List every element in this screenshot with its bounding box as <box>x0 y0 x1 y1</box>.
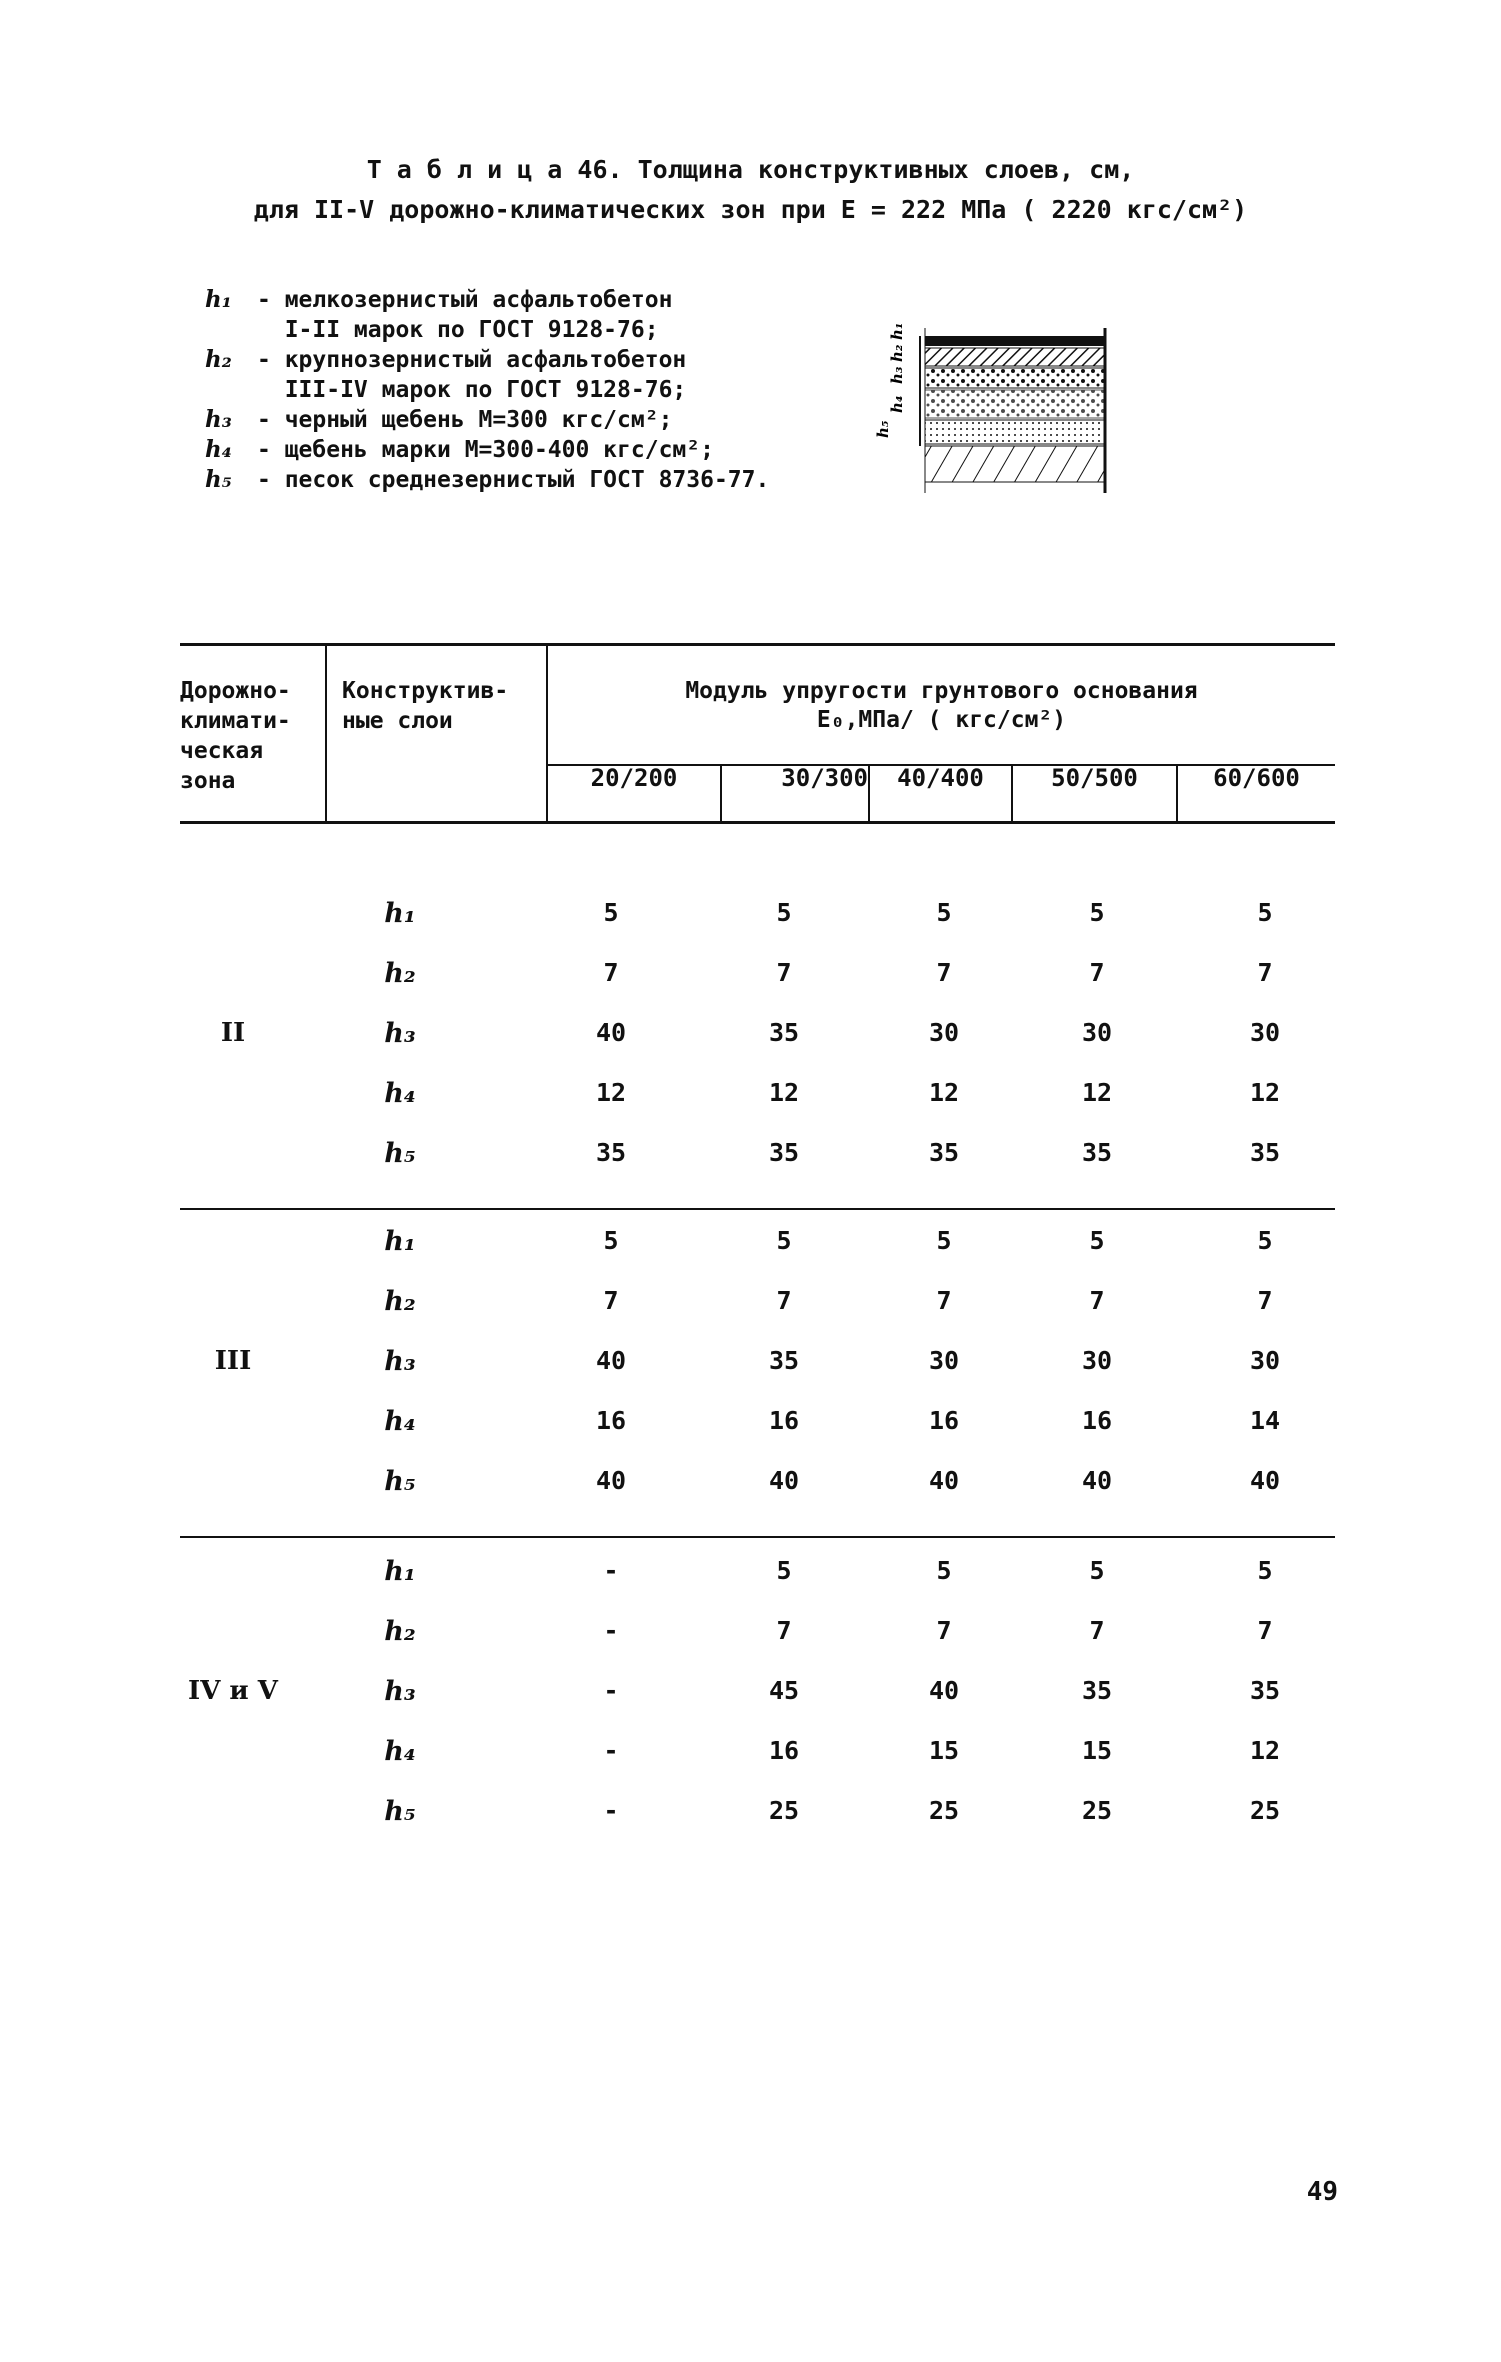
diagram-label-h3: h₃ <box>888 366 906 384</box>
table-cell: 35 <box>768 1018 800 1047</box>
table-cell: 45 <box>768 1676 800 1705</box>
subgrade-soil <box>925 446 1105 482</box>
layer-h5 <box>925 420 1105 444</box>
table-cell: 40 <box>595 1018 627 1047</box>
table-cell: 30 <box>928 1346 960 1375</box>
table-cell: 7 <box>603 958 619 987</box>
table-cell: 12 <box>1249 1078 1281 1107</box>
layer-label: h₂ <box>384 958 416 989</box>
layer-label: h₅ <box>384 1796 416 1827</box>
layer-label: h₄ <box>384 1078 416 1109</box>
table-cell: 5 <box>776 1226 792 1255</box>
legend-row: h₂ - крупнозернистый асфальтобетон <box>205 346 687 373</box>
table-cell: 16 <box>928 1406 960 1435</box>
header-zone: Дорожно- климати- ческая зона <box>180 678 291 794</box>
table-cell: 35 <box>768 1138 800 1167</box>
table-cell: 25 <box>1081 1796 1113 1825</box>
layer-h2 <box>925 348 1105 366</box>
legend-row: h₅ - песок среднезернистый ГОСТ 8736-77. <box>205 466 770 493</box>
layer-label: h₅ <box>384 1138 416 1169</box>
table-cell: 5 <box>936 1226 952 1255</box>
table-cell: 7 <box>936 958 952 987</box>
column-header: 50/500 <box>1051 764 1138 792</box>
table-cell: 40 <box>595 1346 627 1375</box>
table-cell: 7 <box>1257 958 1273 987</box>
layer-label: h₁ <box>384 1556 416 1587</box>
table-cell: 15 <box>928 1736 960 1765</box>
table-cell: 7 <box>1089 958 1105 987</box>
layer-label: h₄ <box>384 1406 416 1437</box>
layer-h1 <box>925 336 1105 346</box>
table-cell: 35 <box>928 1138 960 1167</box>
column-header: 40/400 <box>897 764 984 792</box>
table-cell: 7 <box>936 1616 952 1645</box>
pavement-cross-section-diagram <box>874 318 1130 496</box>
zone-label: III <box>214 1346 252 1376</box>
diagram-label-h2: h₂ <box>888 344 906 362</box>
group-separator <box>180 1208 1335 1210</box>
table-cell: 5 <box>603 1226 619 1255</box>
table-cell: 40 <box>928 1676 960 1705</box>
table-cell: - <box>603 1556 619 1585</box>
legend-row: III-IV марок по ГОСТ 9128-76; <box>257 377 687 403</box>
table-cell: 35 <box>1081 1138 1113 1167</box>
layer-label: h₃ <box>384 1676 416 1707</box>
diagram-label-h4: h₄ <box>888 395 906 413</box>
table-cell: 30 <box>1249 1346 1281 1375</box>
table-cell: 5 <box>776 1556 792 1585</box>
table-cell: 16 <box>595 1406 627 1435</box>
table-title-line2: для II-V дорожно-климатических зон при E = 222 МПа ( 2220 кгс/см²) <box>253 195 1248 224</box>
table-cell: 30 <box>1081 1346 1113 1375</box>
table-cell: 14 <box>1249 1406 1281 1435</box>
table-cell: 5 <box>1089 1556 1105 1585</box>
layer-label: h₁ <box>384 898 416 929</box>
table-cell: 35 <box>1249 1676 1281 1705</box>
table-cell: 12 <box>928 1078 960 1107</box>
table-cell: 7 <box>603 1286 619 1315</box>
table-cell: 5 <box>776 898 792 927</box>
table-cell: 40 <box>1081 1466 1113 1495</box>
table-cell: 25 <box>1249 1796 1281 1825</box>
layer-label: h₅ <box>384 1466 416 1497</box>
table-cell: 7 <box>936 1286 952 1315</box>
table-header-bottom-rule <box>180 821 1335 824</box>
table-cell: 5 <box>936 898 952 927</box>
layer-h4 <box>925 390 1105 418</box>
table-cell: 7 <box>1089 1616 1105 1645</box>
table-cell: 7 <box>1089 1286 1105 1315</box>
legend-row: I-II марок по ГОСТ 9128-76; <box>257 317 659 343</box>
table-cell: 7 <box>1257 1286 1273 1315</box>
column-header: 60/600 <box>1213 764 1300 792</box>
table-cell: 30 <box>1081 1018 1113 1047</box>
column-header: 30/300 <box>781 764 868 792</box>
layer-label: h₃ <box>384 1346 416 1377</box>
table-cell: 40 <box>928 1466 960 1495</box>
table-cell: 12 <box>768 1078 800 1107</box>
table-cell: - <box>603 1736 619 1765</box>
table-cell: 5 <box>603 898 619 927</box>
table-cell: 12 <box>1081 1078 1113 1107</box>
table-cell: 16 <box>768 1736 800 1765</box>
layer-label: h₂ <box>384 1286 416 1317</box>
page-number: 49 <box>1306 2177 1338 2207</box>
table-cell: 40 <box>1249 1466 1281 1495</box>
table-cell: 5 <box>1089 898 1105 927</box>
layer-label: h₂ <box>384 1616 416 1647</box>
table-cell: 40 <box>768 1466 800 1495</box>
diagram-label-h5: h₅ <box>874 420 892 438</box>
legend-row: h₃ - черный щебень М=300 кгс/см²; <box>205 406 673 433</box>
table-cell: 30 <box>928 1018 960 1047</box>
table-cell: 5 <box>1257 1556 1273 1585</box>
table-cell: 5 <box>1257 1226 1273 1255</box>
zone-label: IV и V <box>188 1676 278 1706</box>
table-cell: 25 <box>928 1796 960 1825</box>
legend-row: h₄ - щебень марки М=300-400 кгс/см²; <box>205 436 714 463</box>
header-modulus-units: E₀,МПа/ ( кгс/см²) <box>816 707 1067 733</box>
group-separator <box>180 1536 1335 1538</box>
table-cell: 35 <box>1081 1676 1113 1705</box>
table-cell: - <box>603 1676 619 1705</box>
table-cell: 12 <box>595 1078 627 1107</box>
table-cell: 16 <box>768 1406 800 1435</box>
layer-label: h₃ <box>384 1018 416 1049</box>
table-cell: 35 <box>768 1346 800 1375</box>
diagram-label-h1: h₁ <box>888 322 906 340</box>
table-cell: 7 <box>776 1286 792 1315</box>
table-cell: 30 <box>1249 1018 1281 1047</box>
table-cell: 7 <box>776 958 792 987</box>
table-cell: 5 <box>936 1556 952 1585</box>
table-top-rule <box>180 643 1335 646</box>
column-header: 20/200 <box>590 764 678 792</box>
table-cell: 7 <box>1257 1616 1273 1645</box>
table-cell: 40 <box>595 1466 627 1495</box>
table-cell: 12 <box>1249 1736 1281 1765</box>
table-cell: - <box>603 1796 619 1825</box>
table-cell: - <box>603 1616 619 1645</box>
zone-label: II <box>220 1018 246 1048</box>
layer-label: h₄ <box>384 1736 416 1767</box>
table-cell: 15 <box>1081 1736 1113 1765</box>
layer-h3 <box>925 368 1105 388</box>
table-cell: 25 <box>768 1796 800 1825</box>
table-cell: 35 <box>1249 1138 1281 1167</box>
table-cell: 5 <box>1089 1226 1105 1255</box>
layer-legend <box>205 285 769 495</box>
legend-row: h₁ - мелкозернистый асфальтобетон <box>205 286 673 313</box>
table-cell: 5 <box>1257 898 1273 927</box>
table-cell: 7 <box>776 1616 792 1645</box>
header-modulus: Модуль упругости грунтового основания <box>685 678 1198 704</box>
table-vline <box>325 643 327 823</box>
header-layers: Конструктив- ные слои <box>342 678 509 734</box>
layer-label: h₁ <box>384 1226 416 1257</box>
table-cell: 35 <box>595 1138 627 1167</box>
table-cell: 16 <box>1081 1406 1113 1435</box>
table-title-line1: Т а б л и ц а 46. Толщина конструктивных слоев, см, <box>366 155 1135 184</box>
